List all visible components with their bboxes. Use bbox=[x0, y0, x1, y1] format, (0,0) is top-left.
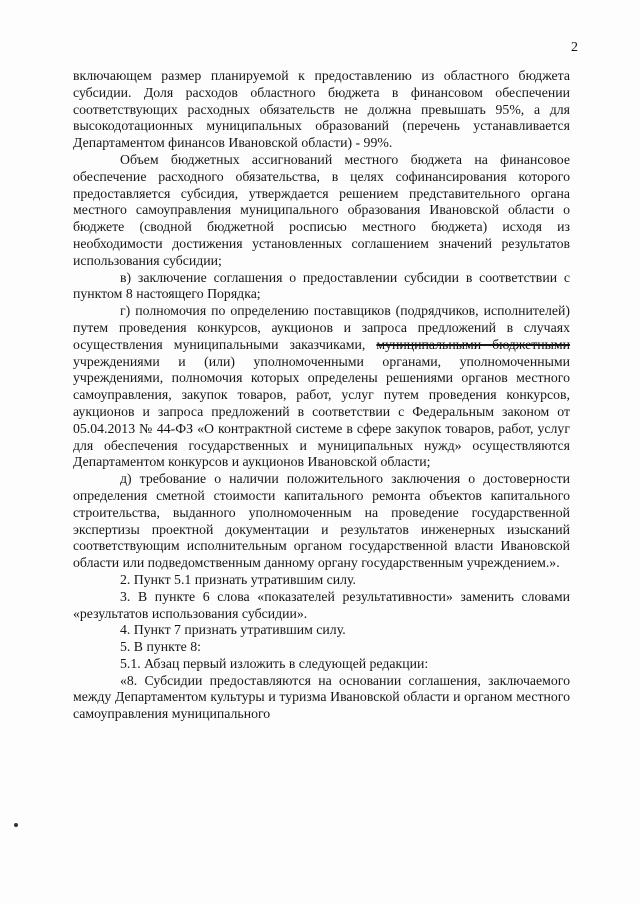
paragraph-item-d: д) требование о наличии положительного заключения о достоверности определения сметной стоимости капитального ремонта объектов капитального строительства, выданного уполномоченным на проведение государственной экспертизы проектной документации и результатов инженерных изысканий соответствующим исполнительным органом государственной власти Ивановской области или подведомственным данному органу государственным учреждением.». bbox=[73, 471, 570, 571]
paragraph-item-g bbox=[73, 303, 570, 471]
paragraph-point-2: 2. Пункт 5.1 признать утратившим силу. bbox=[120, 571, 357, 587]
page-number: 2 bbox=[571, 40, 578, 55]
paragraph-new-point-8: «8. Субсидии предоставляются на основании соглашения, заключаемого между Департаментом культуры и туризма Ивановской области и органом местного самоуправления муниципального bbox=[73, 672, 570, 722]
struck-text: муниципальными бюджетными bbox=[376, 336, 571, 352]
paragraph-point-4: 4. Пункт 7 признать утратившим силу. bbox=[120, 622, 346, 638]
scan-speck bbox=[14, 823, 18, 827]
paragraph-point-5-1: 5.1. Абзац первый изложить в следующей редакции: bbox=[120, 655, 429, 671]
paragraph-subsidy-share: включающем размер планируемой к предоставлению из областного бюджета субсидии. Доля расходов областного бюджета в финансовом обеспечении соответствующих расходных обязательств не должна превышать 95%, а для высокодотационных муниципальных образований (перечень устанавливается Департаментом финансов Ивановской области) - 99%. bbox=[73, 68, 570, 151]
paragraph-item-g-text-rest: учреждениями и (или) уполномоченными органами, уполномоченными учреждениями, полномочия которых определены решениями органов местного самоуправления, закупок товаров, работ, услуг путем проведения конкурсов, аукционов и запроса предложений в соответствии с Федеральным законом от 05.04.2013 № 44-ФЗ «О контрактной системе в сфере закупок товаров, работ, услуг для обеспечения государственных и муниципальных нужд» осуществляются Департаментом конкурсов и аукционов Ивановской области; bbox=[73, 353, 570, 470]
paragraph-point-5: 5. В пункте 8: bbox=[120, 639, 201, 655]
paragraph-item-g-text: г) полномочия по определению поставщиков (подрядчиков, исполнителей) путем проведения конкурсов, аукционов и запроса предложений в случаях осуществления муниципальными заказчиками, bbox=[73, 303, 570, 352]
paragraph-point-3: 3. В пункте 6 слова «показателей результативности» заменить словами «результатов использования субсидии». bbox=[73, 588, 570, 621]
document-body bbox=[73, 68, 570, 723]
paragraph-item-v: в) заключение соглашения о предоставлении субсидии в соответствии с пунктом 8 настоящего Порядка; bbox=[73, 269, 570, 302]
paragraph-budget-allocations: Объем бюджетных ассигнований местного бюджета на финансовое обеспечение расходного обязательства, в целях софинансирования которого предоставляется субсидия, утверждается решением представительного органа местного самоуправления муниципального образования Ивановской области о бюджете (сводной бюджетной росписью местного бюджета) исходя из необходимости достижения установленных соглашением значений результатов использования субсидии; bbox=[73, 151, 570, 268]
